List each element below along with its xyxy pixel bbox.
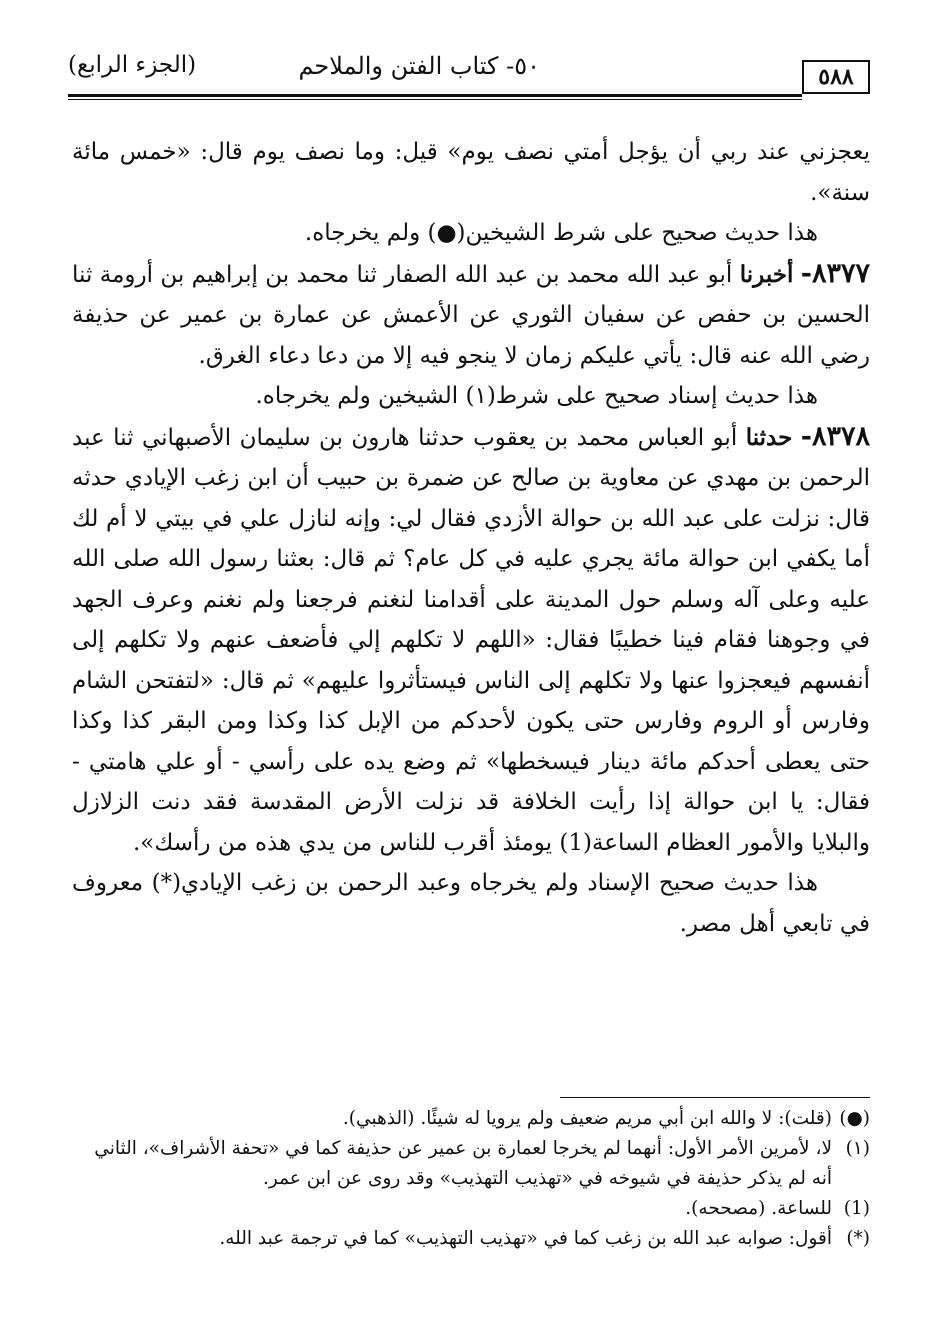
- footnote-marker: (١): [845, 1138, 870, 1159]
- footnote: [72, 1134, 870, 1194]
- footnote-separator: [560, 1097, 870, 1098]
- footnote-text: لا، لأمرين الأمر الأول: أنهما لم يخرجا لعمارة بن عمير عن حذيفة كما في «تحفة الأشراف»، الثاني أنه لم يذكر حذيفة في شيوخه في «تهذيب التهذيب» وقد روى عن ابن عمر.: [94, 1138, 832, 1189]
- hadith-text: أبو عبد الله محمد بن عبد الله الصفار ثنا محمد بن إبراهيم بن أرومة ثنا الحسين بن حفص عن سفيان الثوري عن الأعمش عن عمارة بن عمير عن حذيفة رضي الله عنه قال: يأتي عليكم زمان لا ينجو فيه إلا من دعا دعاء الغرق.: [72, 261, 870, 369]
- hadith-lead: أخبرنا: [739, 260, 794, 288]
- header-rule-thin: [68, 99, 802, 100]
- chapter-title: ٥٠- كتاب الفتن والملاحم: [298, 52, 540, 80]
- footnote: [72, 1194, 870, 1224]
- footnote-marker: (1): [843, 1198, 870, 1219]
- footnote: [72, 1224, 870, 1254]
- hadith-text: أبو العباس محمد بن يعقوب حدثنا هارون بن سليمان الأصبهاني ثنا عبد الرحمن بن مهدي عن معاوية بن صالح عن ضمرة بن حبيب أن ابن زغب الإيادي حدثه قال: نزلت على عبد الله بن حوالة الأزدي فقال لي: وإنه لنازل علي في بيتي لا أم لك أما يكفي ابن حوالة مائة يجري عليه في كل عام؟ ثم قال: بعثنا رسول الله صلى الله عليه وعلى آله وسلم حول المدينة على أقدامنا لنغنم فرجعنا ولم نغنم وعرف الجهد في وجوهنا فقام فينا خطيبًا فقال: «اللهم لا تكلهم إلي فأضعف عنهم ولا تكلهم إلى أنفسهم فيعجزوا عنها ولا تكلهم إلى الناس فيستأثروا عليهم» ثم قال: «لتفتحن الشام وفارس أو الروم وفارس حتى يكون لأحدكم من الإبل كذا وكذا ومن البقر كذا وكذا حتى يعطى أحدكم مائة دينار فيسخطها» ثم وضع يده على رأسي - أو علي هامتي - فقال: يا ابن حوالة إذا رأيت الخلافة قد نزلت الأرض المقدسة فقد دنت الزلازل والبلايا والأمور العظام الساعة(1) يومئذ أقرب للناس من يدي هذه من رأسك».: [72, 424, 870, 856]
- grading-paragraph: هذا حديث إسناد صحيح على شرط(١) الشيخين ولم يخرجاه.: [255, 383, 818, 409]
- footnote: [72, 1104, 870, 1134]
- grading-paragraph: هذا حديث صحيح الإسناد ولم يخرجاه وعبد الرحمن بن زغب الإيادي(*) معروف في تابعي أهل مصر.: [72, 870, 870, 937]
- hadith-8378: [72, 417, 870, 864]
- footnote-text: للساعة. (مصححه).: [685, 1198, 832, 1219]
- grading-paragraph: هذا حديث صحيح على شرط الشيخين(●) ولم يخرجاه.: [304, 220, 818, 246]
- footnote-marker: (*): [846, 1228, 870, 1249]
- hadith-lead: حدثنا: [745, 423, 793, 451]
- volume-title: (الجزء الرابع): [68, 52, 197, 78]
- paragraph-continuation: يعجزني عند ربي أن يؤجل أمتي نصف يوم» قيل: وما نصف يوم قال: «خمس مائة سنة».: [72, 139, 870, 206]
- footnote-text: (قلت): لا والله ابن أبي مريم ضعيف ولم يرويا له شيئًا. (الذهبي).: [342, 1108, 832, 1129]
- hadith-number: ٨٣٧٨-: [800, 420, 871, 452]
- footnotes: [72, 1104, 870, 1254]
- main-text: [72, 132, 870, 944]
- page-header: [68, 48, 870, 98]
- footnote-marker: (●): [839, 1108, 870, 1129]
- hadith-8377: [72, 254, 870, 377]
- hadith-number: ٨٣٧٧-: [800, 257, 870, 289]
- footnote-text: أقول: صوابه عبد الله بن زغب كما في «تهذيب التهذيب» كما في ترجمة عبد الله.: [219, 1228, 832, 1249]
- page-number: ٥٨٨: [802, 60, 870, 94]
- header-rule: [68, 94, 802, 97]
